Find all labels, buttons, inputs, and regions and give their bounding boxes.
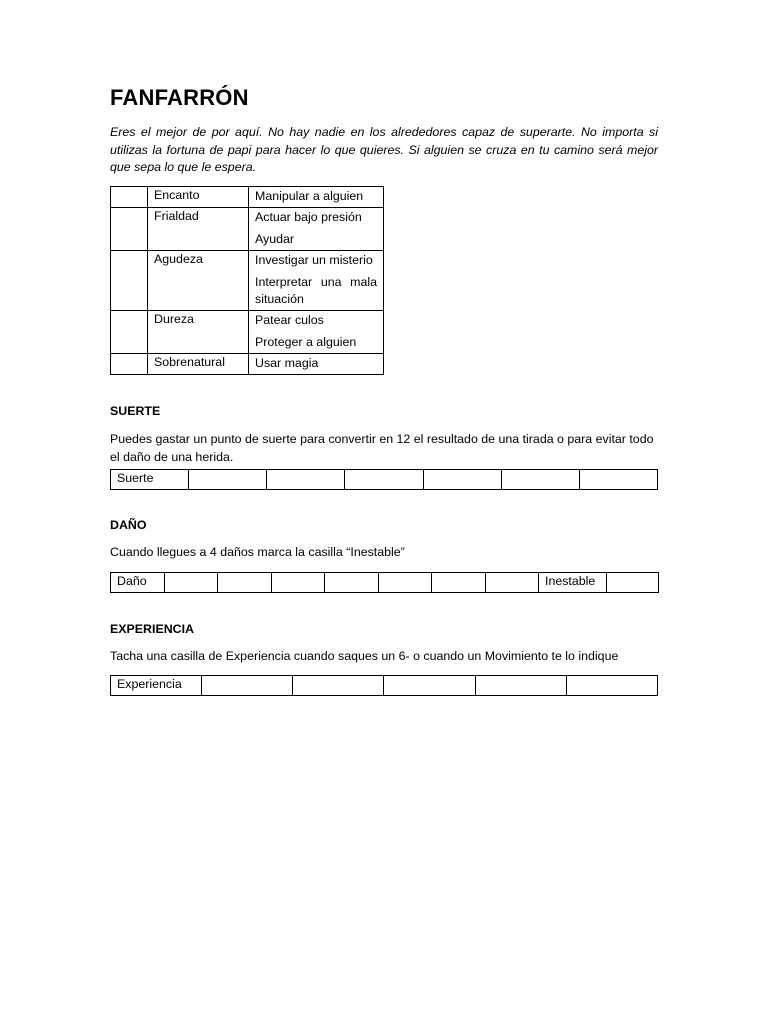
page-title: FANFARRÓN [110, 85, 249, 110]
experiencia-label: Experiencia [111, 675, 202, 695]
suerte-label: Suerte [111, 469, 189, 489]
stat-checkbox[interactable] [111, 353, 148, 374]
stats-table [110, 186, 384, 375]
suerte-box[interactable] [189, 469, 267, 489]
move-label: Usar magia [255, 355, 319, 370]
move-label: Proteger a alguien [255, 334, 357, 349]
move-label: Manipular a alguien [255, 188, 364, 203]
stat-name: Dureza [148, 310, 249, 353]
stat-row-dureza [111, 310, 384, 353]
stat-moves [249, 250, 384, 310]
dano-box[interactable] [486, 572, 539, 592]
stat-name: Encanto [148, 186, 249, 207]
dano-heading: DAÑO [110, 517, 147, 532]
dano-box[interactable] [379, 572, 432, 592]
experiencia-box[interactable] [293, 675, 384, 695]
dano-text: Cuando llegues a 4 daños marca la casilla “Inestable” [110, 544, 405, 559]
move-label: Patear culos [255, 312, 324, 327]
dano-box[interactable] [432, 572, 486, 592]
inestable-label: Inestable [539, 572, 607, 592]
stat-name: Frialdad [148, 207, 249, 250]
stat-moves [249, 310, 384, 353]
suerte-box[interactable] [423, 469, 501, 489]
experiencia-box[interactable] [202, 675, 293, 695]
character-sheet [110, 84, 658, 696]
intro-text: Eres el mejor de por aquí. No hay nadie en los alrededores capaz de superarte. No importa si utilizas la fortuna de papi para hacer lo que quieres. Si alguien se cruza en tu camino será mejor que sepa lo que le espera. [110, 125, 658, 174]
experiencia-text: Tacha una casilla de Experiencia cuando saques un 6- o cuando un Movimiento te lo indique [110, 648, 619, 663]
experiencia-box[interactable] [475, 675, 566, 695]
dano-track [110, 572, 659, 593]
dano-label: Daño [111, 572, 165, 592]
dano-box[interactable] [218, 572, 272, 592]
experiencia-box[interactable] [566, 675, 657, 695]
stat-moves [249, 186, 384, 207]
inestable-box[interactable] [607, 572, 659, 592]
suerte-heading: SUERTE [110, 403, 161, 418]
move-label: Ayudar [255, 231, 295, 246]
stat-row-agudeza [111, 250, 384, 310]
dano-box[interactable] [165, 572, 218, 592]
experiencia-track [110, 675, 658, 696]
stat-checkbox[interactable] [111, 186, 148, 207]
move-label: Interpretar una mala situación [255, 274, 377, 306]
suerte-track [110, 469, 658, 490]
stat-checkbox[interactable] [111, 250, 148, 310]
dano-box[interactable] [325, 572, 379, 592]
suerte-box[interactable] [345, 469, 423, 489]
stat-checkbox[interactable] [111, 310, 148, 353]
dano-box[interactable] [272, 572, 325, 592]
suerte-box[interactable] [579, 469, 657, 489]
stat-row-sobrenatural [111, 353, 384, 374]
suerte-box[interactable] [267, 469, 345, 489]
experiencia-box[interactable] [384, 675, 475, 695]
stat-checkbox[interactable] [111, 207, 148, 250]
move-label: Actuar bajo presión [255, 209, 362, 224]
stat-moves [249, 207, 384, 250]
experiencia-heading: EXPERIENCIA [110, 621, 194, 636]
stat-row-frialdad [111, 207, 384, 250]
suerte-box[interactable] [501, 469, 579, 489]
move-label: Investigar un misterio [255, 252, 373, 267]
suerte-text: Puedes gastar un punto de suerte para convertir en 12 el resultado de una tirada o para evitar todo el daño de una herida. [110, 431, 654, 464]
stat-row-encanto [111, 186, 384, 207]
stat-name: Agudeza [148, 250, 249, 310]
stat-name: Sobrenatural [148, 353, 249, 374]
stat-moves [249, 353, 384, 374]
